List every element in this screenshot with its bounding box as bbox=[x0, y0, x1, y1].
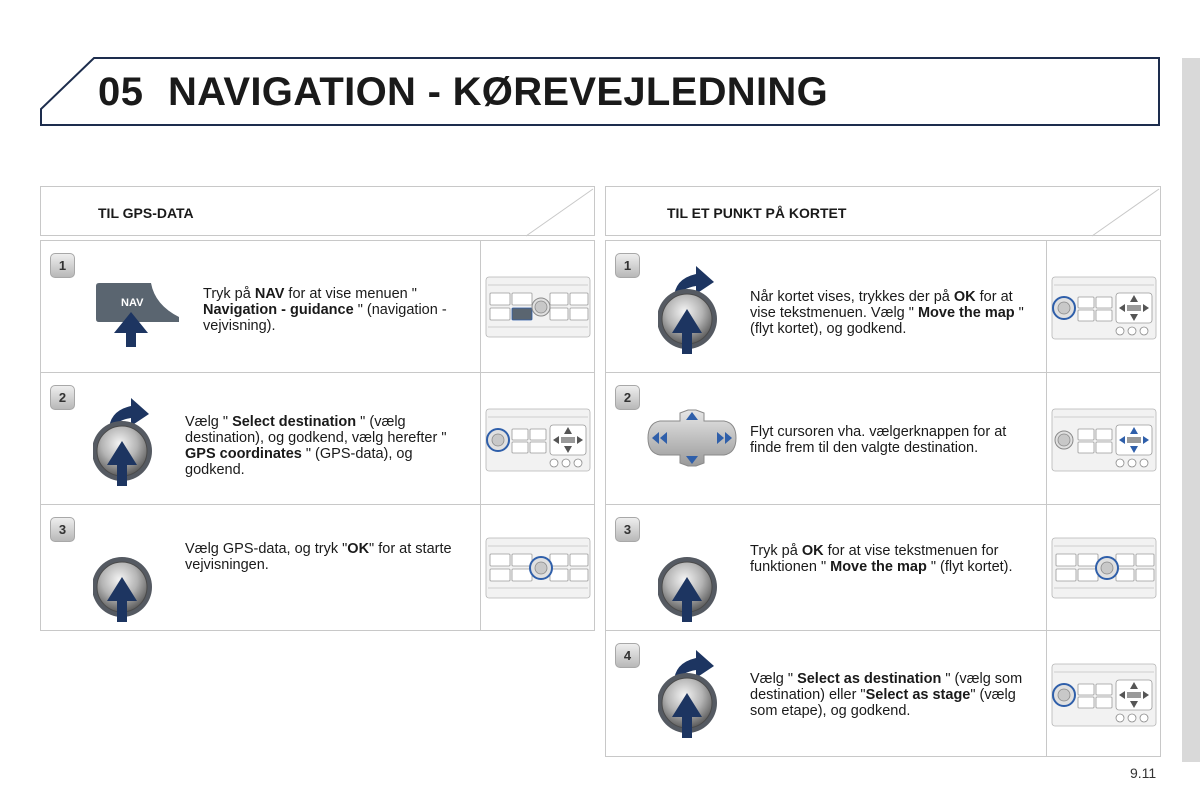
instruction-text: " for at starte vejvisningen. bbox=[185, 541, 452, 573]
instruction-text: Tryk på bbox=[203, 286, 255, 302]
step-badge: 2 bbox=[50, 385, 75, 410]
right-step-2 bbox=[605, 372, 1161, 505]
instruction-bold-term: Move the map bbox=[830, 559, 927, 575]
left-column-heading bbox=[40, 186, 595, 236]
instruction-text: " (flyt kortet), og godkend. bbox=[750, 305, 1024, 337]
left-heading-text: TIL GPS-DATA bbox=[98, 205, 194, 221]
dial-rotate-press-icon bbox=[93, 393, 163, 493]
step-instruction bbox=[750, 671, 1040, 719]
step-instruction bbox=[185, 541, 475, 573]
radio-panel-nav-highlight bbox=[480, 241, 594, 372]
instruction-text: " (vælg som etape), og godkend. bbox=[750, 687, 1016, 719]
dial-rotate-press-icon bbox=[658, 261, 728, 361]
directional-pad-icon bbox=[644, 409, 740, 467]
dial-press-icon bbox=[93, 529, 163, 629]
radio-panel-pad-highlight bbox=[1046, 373, 1160, 504]
radio-panel-illustration bbox=[1050, 407, 1158, 473]
corner-decoration bbox=[514, 187, 594, 237]
instruction-bold-term: OK bbox=[801, 543, 824, 559]
step-instruction bbox=[203, 286, 473, 334]
step-badge: 1 bbox=[615, 253, 640, 278]
instruction-bold-term: Select as destination bbox=[797, 671, 942, 687]
radio-panel-illustration bbox=[1050, 536, 1158, 602]
instruction-text: Når kortet vises, trykkes der på bbox=[750, 289, 954, 305]
radio-panel-illustration bbox=[1050, 275, 1158, 341]
instruction-text: " (GPS-data), og godkend. bbox=[185, 446, 413, 478]
step-instruction bbox=[750, 543, 1025, 575]
radio-panel-ok-highlight bbox=[480, 505, 594, 630]
radio-panel-dial-highlight bbox=[480, 373, 594, 504]
corner-decoration bbox=[1080, 187, 1160, 237]
instruction-text: for at vise tekstmenuen for funktionen " bbox=[750, 543, 999, 575]
right-step-3 bbox=[605, 504, 1161, 631]
dial-rotate-press-icon bbox=[658, 645, 728, 745]
chapter-header bbox=[40, 57, 1161, 127]
step-instruction bbox=[185, 414, 475, 478]
chapter-title: NAVIGATION - KØREVEJLEDNING bbox=[168, 70, 828, 114]
instruction-bold-term: Select as stage bbox=[865, 687, 971, 703]
left-step-1 bbox=[40, 240, 595, 373]
right-column bbox=[605, 186, 1161, 757]
instruction-bold-term: OK bbox=[953, 289, 976, 305]
right-step-1 bbox=[605, 240, 1161, 373]
page-number: 9.11 bbox=[1130, 765, 1157, 781]
instruction-text: " (navigation - vejvisning). bbox=[203, 302, 447, 334]
chapter-number: 05 bbox=[98, 70, 144, 114]
instruction-bold-term: OK bbox=[347, 541, 370, 557]
nav-button-icon bbox=[93, 275, 183, 350]
step-instruction bbox=[750, 424, 1040, 456]
step-instruction bbox=[750, 289, 1035, 337]
nav-key-label: NAV bbox=[121, 297, 144, 309]
step-badge: 3 bbox=[50, 517, 75, 542]
radio-panel-dial-highlight bbox=[1046, 631, 1160, 756]
radio-panel-dial-highlight bbox=[1046, 241, 1160, 372]
instruction-bold-term: GPS coordinates bbox=[185, 446, 302, 462]
dial-press-icon bbox=[658, 529, 728, 629]
radio-panel-illustration bbox=[484, 536, 592, 602]
right-step-4 bbox=[605, 630, 1161, 757]
instruction-text: for at vise tekstmenuen. Vælg " bbox=[750, 289, 1013, 321]
left-column bbox=[40, 186, 595, 631]
side-tab bbox=[1182, 58, 1200, 762]
step-badge: 2 bbox=[615, 385, 640, 410]
step-badge: 3 bbox=[615, 517, 640, 542]
radio-panel-ok-highlight bbox=[1046, 505, 1160, 630]
radio-panel-illustration bbox=[1050, 662, 1158, 728]
right-heading-text: TIL ET PUNKT PÅ KORTET bbox=[667, 205, 847, 221]
instruction-bold-term: Move the map bbox=[917, 305, 1015, 321]
instruction-text: Vælg " bbox=[185, 414, 233, 430]
step-badge: 1 bbox=[50, 253, 75, 278]
instruction-bold-term: NAV bbox=[254, 286, 285, 302]
radio-panel-illustration bbox=[484, 407, 592, 473]
right-column-heading bbox=[605, 186, 1161, 236]
instruction-text: Flyt cursoren vha. vælgerknappen for at finde frem til den valgte destination. bbox=[750, 424, 1007, 456]
instruction-bold-term: Navigation - guidance bbox=[203, 302, 354, 318]
instruction-text: " (vælg som destination) eller " bbox=[750, 671, 1023, 703]
instruction-text: Vælg GPS-data, og tryk " bbox=[185, 541, 348, 557]
left-step-3 bbox=[40, 504, 595, 631]
instruction-text: " (vælg destination), og godkend, vælg herefter " bbox=[185, 414, 447, 446]
left-step-2 bbox=[40, 372, 595, 505]
instruction-text: for at vise menuen " bbox=[284, 286, 417, 302]
instruction-text: Tryk på bbox=[750, 543, 802, 559]
instruction-text: Vælg " bbox=[750, 671, 798, 687]
step-badge: 4 bbox=[615, 643, 640, 668]
instruction-text: " (flyt kortet). bbox=[926, 559, 1013, 575]
radio-panel-illustration bbox=[484, 275, 592, 341]
instruction-bold-term: Select destination bbox=[232, 414, 357, 430]
